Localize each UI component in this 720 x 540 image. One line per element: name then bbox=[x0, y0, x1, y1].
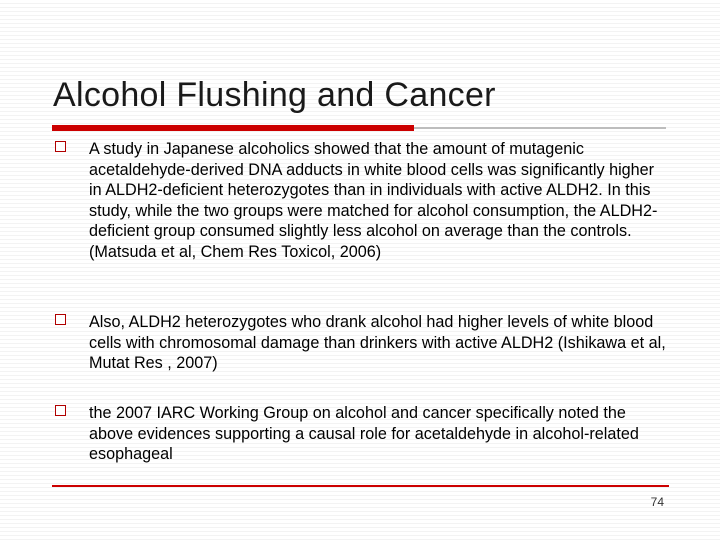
title-underline-gray bbox=[414, 127, 666, 129]
slide-title: Alcohol Flushing and Cancer bbox=[53, 76, 496, 114]
bullet-text: Also, ALDH2 heterozygotes who drank alcohol had higher levels of white blood cells with chromosomal damage than drinkers with active ALDH2 (Ishikawa et al, Mutat Res , 2007) bbox=[89, 313, 666, 372]
bullet-text: the 2007 IARC Working Group on alcohol and cancer specifically noted the above evidences supporting a causal role for acetaldehyde in alcohol-related esophageal bbox=[89, 404, 639, 463]
title-underline-accent bbox=[52, 125, 414, 131]
hollow-square-bullet-icon bbox=[55, 405, 66, 416]
hollow-square-bullet-icon bbox=[55, 314, 66, 325]
footer-rule bbox=[52, 485, 669, 487]
bullet-text: A study in Japanese alcoholics showed that the amount of mutagenic acetaldehyde-derived DNA adducts in white blood cells was significantly higher in ALDH2-deficient heterozygotes than in individuals with active ALDH2. In this study, while the two groups were matched for alcohol consumption, the ALDH2-deficient group consumed slightly less alcohol on average than the controls. (Matsuda et al, Chem Res Toxicol, 2006) bbox=[89, 140, 658, 261]
page-number: 74 bbox=[650, 495, 664, 509]
hollow-square-bullet-icon bbox=[55, 141, 66, 152]
